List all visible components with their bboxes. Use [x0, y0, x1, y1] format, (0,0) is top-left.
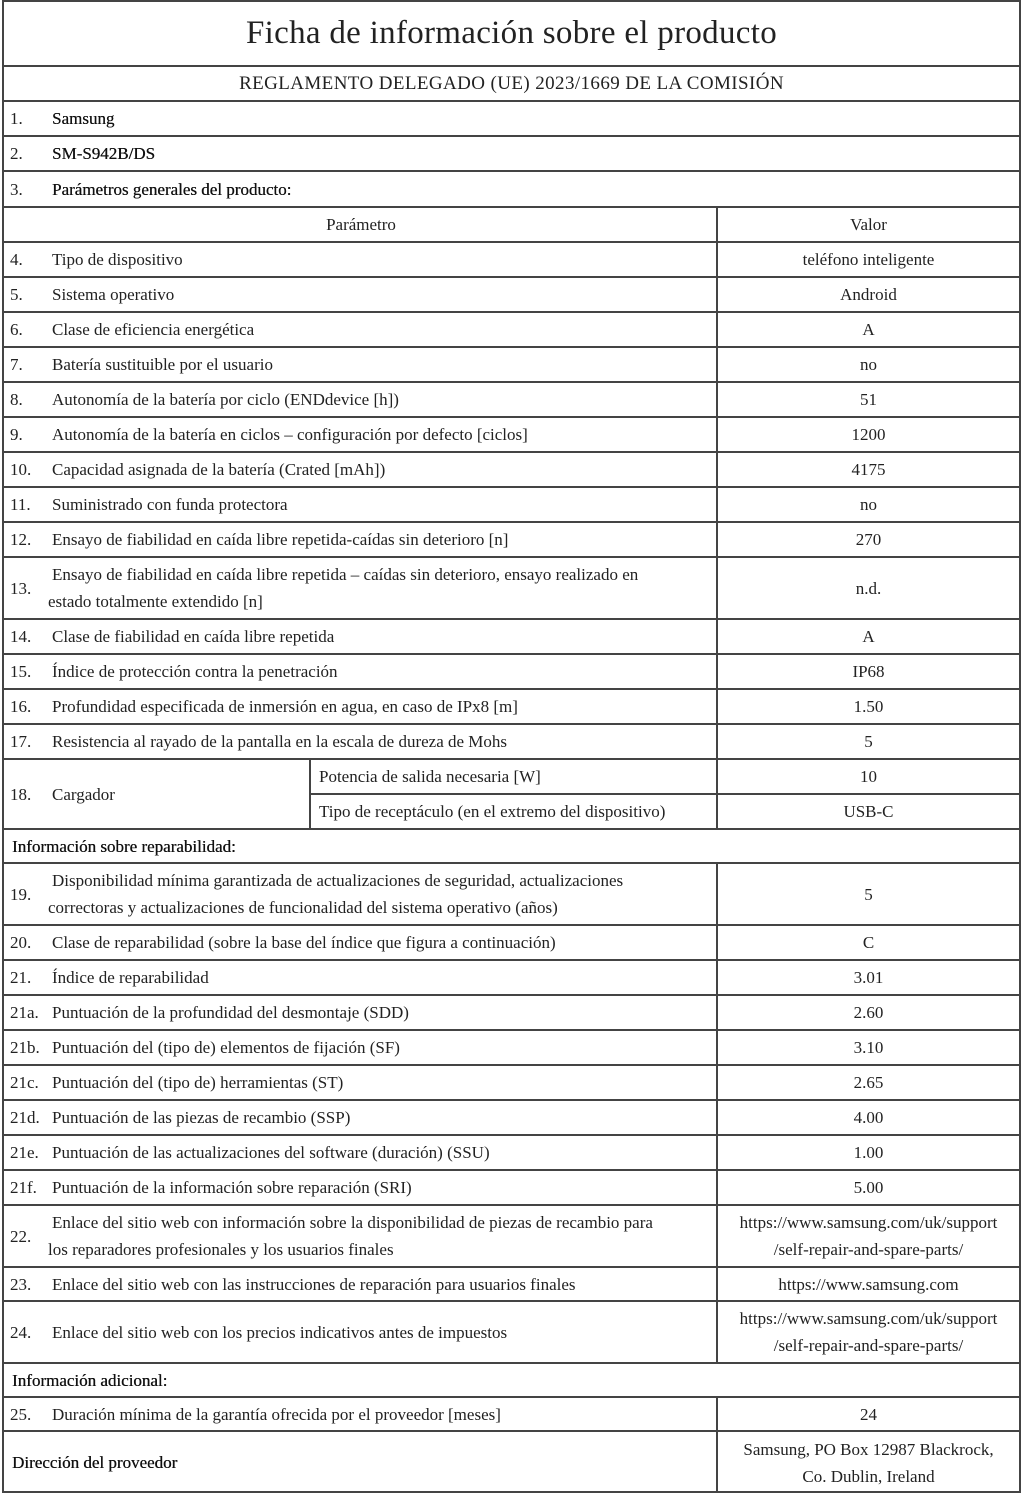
table-row [4, 996, 1019, 1031]
address-line: Co. Dublin, Ireland [802, 1466, 935, 1486]
regulation-row [4, 67, 1019, 102]
table-row [4, 383, 1019, 418]
parameter-value: 4.00 [853, 1108, 884, 1127]
parameter-label: Capacidad asignada de la batería (Crated [mAh]) [52, 460, 386, 479]
model-identifier: SM-S942B/DS [52, 144, 155, 163]
table-row [4, 418, 1019, 453]
row-number: 7. [10, 355, 23, 374]
row-number: 10. [10, 460, 32, 479]
charger-power-label: Potencia de salida necesaria [W] [319, 767, 541, 786]
link-text-line: https://www.samsung.com/uk/support [739, 1213, 998, 1232]
table-row [4, 1101, 1019, 1136]
parameter-value: A [862, 320, 875, 339]
general-parameters-row [4, 172, 1019, 208]
regulation-reference: REGLAMENTO DELEGADO (UE) 2023/1669 DE LA COMISIÓN [239, 73, 784, 94]
charger-socket-label: Tipo de receptáculo (en el extremo del dispositivo) [319, 802, 666, 821]
table-row [4, 620, 1019, 655]
table-row [4, 926, 1019, 961]
parameter-label-line: Disponibilidad mínima garantizada de actualizaciones de seguridad, actualizaciones [52, 871, 624, 890]
table-row [4, 243, 1019, 278]
parameter-label-line: correctoras y actualizaciones de funcionalidad del sistema operativo (años) [48, 898, 558, 917]
parameter-label: Clase de eficiencia energética [52, 320, 255, 339]
parameter-value: 1.00 [853, 1143, 884, 1162]
model-row [4, 137, 1019, 172]
row-number: 13. [10, 578, 32, 598]
parameter-label: Índice de protección contra la penetración [52, 662, 338, 681]
row-number: 15. [10, 662, 32, 681]
parameter-label-line: los reparadores profesionales y los usuarios finales [48, 1240, 394, 1259]
supplier-address-value [718, 1432, 1019, 1493]
additional-section-heading: Información adicional: [12, 1370, 168, 1390]
parameter-label: Tipo de dispositivo [52, 250, 183, 269]
link-text-line: https://www.samsung.com/uk/support [739, 1309, 998, 1328]
row-number: 2. [10, 144, 23, 163]
additional-section-row [4, 1364, 1019, 1398]
row-number: 17. [10, 732, 32, 751]
table-row [4, 348, 1019, 383]
parameter-label: Puntuación del (tipo de) herramientas (ST) [52, 1073, 344, 1092]
row-number: 3. [10, 179, 23, 199]
parameter-value: A [862, 627, 875, 646]
table-row [4, 690, 1019, 725]
parameter-label: Sistema operativo [52, 285, 175, 304]
parameter-value: 2.65 [853, 1073, 884, 1092]
parameter-value: 3.01 [853, 968, 884, 987]
parameter-value: n.d. [855, 578, 882, 598]
parameter-column-header: Parámetro [326, 215, 396, 234]
table-row [4, 1398, 1019, 1432]
parameter-value: C [862, 933, 875, 952]
row-number: 23. [10, 1274, 32, 1294]
parameter-label: Enlace del sitio web con los precios indicativos antes de impuestos [52, 1322, 508, 1342]
repairability-section-heading: Información sobre reparabilidad: [12, 836, 236, 856]
row-number: 21d. [10, 1108, 40, 1127]
row-number: 4. [10, 250, 23, 269]
table-row [4, 655, 1019, 690]
parameter-value: IP68 [852, 662, 885, 681]
row-number: 11. [10, 495, 31, 514]
row-number: 21e. [10, 1143, 39, 1162]
parameter-label: Enlace del sitio web con las instrucciones de reparación para usuarios finales [52, 1274, 576, 1294]
parameter-value: 5 [864, 732, 873, 751]
row-number: 6. [10, 320, 23, 339]
title-row [4, 2, 1019, 67]
table-header-row [4, 208, 1019, 243]
row-number: 8. [10, 390, 23, 409]
parameter-value: no [860, 495, 877, 514]
parameter-label-line: Ensayo de fiabilidad en caída libre repetida – caídas sin deterioro, ensayo realizado en [52, 565, 639, 584]
table-row [4, 1136, 1019, 1171]
parameter-label [48, 864, 709, 924]
parameter-label-line: Enlace del sitio web con información sobre la disponibilidad de piezas de recambio para [52, 1213, 653, 1232]
table-row [4, 1031, 1019, 1066]
parameter-label: Índice de reparabilidad [52, 968, 209, 987]
spare-parts-link[interactable] [718, 1206, 1019, 1266]
link-text-line: /self-repair-and-spare-parts/ [773, 1240, 964, 1259]
link-text-line: /self-repair-and-spare-parts/ [773, 1336, 964, 1355]
parameter-value: no [860, 355, 877, 374]
table-row [4, 1206, 1019, 1268]
row-number: 21a. [10, 1003, 39, 1022]
parameter-value: 1.50 [853, 697, 884, 716]
row-number: 25. [10, 1404, 32, 1424]
parameter-value: 5.00 [853, 1178, 884, 1197]
row-number: 21c. [10, 1073, 39, 1092]
table-row [4, 313, 1019, 348]
parameter-label: Puntuación del (tipo de) elementos de fijación (SF) [52, 1038, 400, 1057]
parameter-label: Clase de fiabilidad en caída libre repetida [52, 627, 335, 646]
parameter-value: 24 [860, 1404, 877, 1424]
parameter-value: 270 [855, 530, 882, 549]
brand-row [4, 102, 1019, 137]
parameter-label: Clase de reparabilidad (sobre la base del índice que figura a continuación) [52, 933, 556, 952]
parameter-label: Puntuación de las actualizaciones del software (duración) (SSU) [52, 1143, 490, 1162]
table-row [4, 488, 1019, 523]
charger-label: Cargador [52, 784, 115, 804]
row-number: 24. [10, 1322, 32, 1342]
charger-row [4, 760, 1019, 830]
charger-socket-value: USB-C [843, 802, 894, 821]
parameter-value: 5 [864, 884, 873, 904]
parameter-value: 1200 [851, 425, 886, 444]
supplier-address-label: Dirección del proveedor [12, 1453, 178, 1472]
parameter-label [48, 558, 709, 618]
parameter-label: Suministrado con funda protectora [52, 495, 288, 514]
row-number: 19. [10, 884, 32, 904]
table-row [4, 1171, 1019, 1206]
parameter-label: Batería sustituible por el usuario [52, 355, 273, 374]
general-parameters-heading: Parámetros generales del producto: [52, 179, 292, 199]
table-row [4, 453, 1019, 488]
table-row [4, 558, 1019, 620]
row-number: 14. [10, 627, 32, 646]
repair-instructions-link[interactable]: https://www.samsung.com [778, 1274, 959, 1294]
parameter-value: 4175 [851, 460, 886, 479]
row-number: 16. [10, 697, 32, 716]
repairability-section-row [4, 830, 1019, 864]
parameter-value: 2.60 [853, 1003, 884, 1022]
parameter-label: Profundidad especificada de inmersión en agua, en caso de IPx8 [m] [52, 697, 518, 716]
parameter-label: Puntuación de la información sobre reparación (SRI) [52, 1178, 412, 1197]
charger-socket-subrow [311, 795, 1019, 828]
parameter-label: Ensayo de fiabilidad en caída libre repetida-caídas sin deterioro [n] [52, 530, 509, 549]
value-column-header: Valor [850, 215, 887, 234]
parameter-label: Puntuación de las piezas de recambio (SSP) [52, 1108, 351, 1127]
table-row [4, 1066, 1019, 1101]
row-number: 1. [10, 109, 23, 128]
table-row [4, 523, 1019, 558]
charger-power-subrow [311, 760, 1019, 795]
parameter-label: Autonomía de la batería en ciclos – configuración por defecto [ciclos] [52, 425, 528, 444]
price-list-link[interactable] [718, 1302, 1019, 1362]
parameter-label: Puntuación de la profundidad del desmontaje (SDD) [52, 1003, 409, 1022]
parameter-value: 3.10 [853, 1038, 884, 1057]
brand-name: Samsung [52, 109, 115, 128]
table-row [4, 1268, 1019, 1302]
table-row [4, 725, 1019, 760]
parameter-value: teléfono inteligente [802, 250, 935, 269]
sheet-title: Ficha de información sobre el producto [246, 15, 777, 51]
parameter-label: Duración mínima de la garantía ofrecida por el proveedor [meses] [52, 1404, 501, 1424]
supplier-row [4, 1432, 1019, 1493]
parameter-label: Resistencia al rayado de la pantalla en la escala de dureza de Mohs [52, 732, 508, 751]
charger-power-value: 10 [860, 767, 877, 786]
row-number: 9. [10, 425, 23, 444]
table-row [4, 278, 1019, 313]
row-number: 21b. [10, 1038, 40, 1057]
parameter-label [48, 1206, 709, 1266]
row-number: 18. [10, 784, 32, 804]
row-number: 12. [10, 530, 32, 549]
row-number: 20. [10, 933, 32, 952]
row-number: 5. [10, 285, 23, 304]
parameter-value: Android [840, 285, 897, 304]
address-line: Samsung, PO Box 12987 Blackrock, [743, 1439, 994, 1459]
table-row [4, 1302, 1019, 1364]
row-number: 21f. [10, 1178, 37, 1197]
row-number: 21. [10, 968, 32, 987]
parameter-label: Autonomía de la batería por ciclo (ENDdevice [h]) [52, 390, 399, 409]
product-information-sheet [2, 0, 1021, 1493]
row-number: 22. [10, 1226, 32, 1246]
parameter-value: 51 [860, 390, 877, 409]
parameter-label-line: estado totalmente extendido [n] [48, 592, 263, 611]
table-row [4, 864, 1019, 926]
table-row [4, 961, 1019, 996]
